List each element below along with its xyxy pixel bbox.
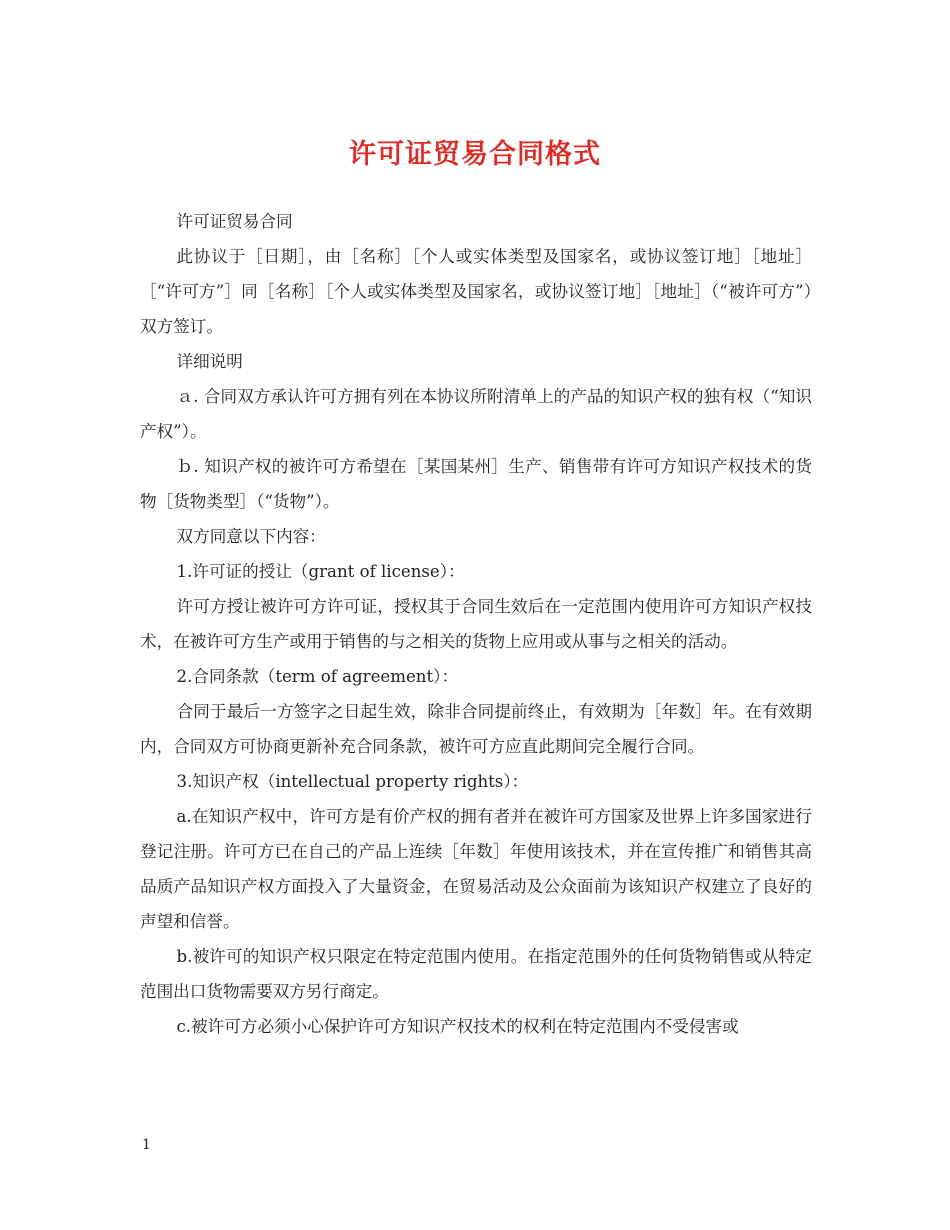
paragraph-agreement-intro: 双方同意以下内容： xyxy=(176,527,326,546)
paragraph-contract-name: 许可证贸易合同 xyxy=(176,212,293,231)
page-number: 1 xyxy=(142,1137,151,1153)
document-body xyxy=(140,204,812,1044)
paragraph-ip-b: b.被许可的知识产权只限定在特定范围内使用。在指定范围外的任何货物销售或从特定范围出口货物需要双方另行商定。 xyxy=(140,947,812,1001)
section-heading-ip: 3.知识产权（intellectual property rights）： xyxy=(176,772,529,791)
paragraph-ip-c: c.被许可方必须小心保护许可方知识产权技术的权利在特定范围内不受侵害或 xyxy=(176,1017,739,1036)
paragraph-term: 合同于最后一方签字之日起生效，除非合同提前终止，有效期为［年数］年。在有效期内，合同双方可协商更新补充合同条款，被许可方应直此期间完全履行合同。 xyxy=(140,702,812,756)
paragraph-details-heading: 详细说明 xyxy=(176,352,243,371)
paragraph-recital-b: ｂ. 知识产权的被许可方希望在［某国某州］生产、销售带有许可方知识产权技术的货物［货物类型］（“货物”）。 xyxy=(140,457,812,511)
paragraph-parties: 此协议于［日期］，由［名称］［个人或实体类型及国家名，或协议签订地］［地址］［“许可方”］同［名称］［个人或实体类型及国家名，或协议签订地］［地址］（“被许可方”）双方签订。 xyxy=(140,247,812,336)
document-title: 许可证贸易合同格式 xyxy=(349,139,601,170)
paragraph-ip-a: a.在知识产权中，许可方是有价产权的拥有者并在被许可方国家及世界上许多国家进行登记注册。许可方已在自己的产品上连续［年数］年使用该技术，并在宣传推广和销售其高品质产品知识产权方面投入了大量资金，在贸易活动及公众面前为该知识产权建立了良好的声望和信誉。 xyxy=(140,807,812,931)
paragraph-grant: 许可方授让被许可方许可证，授权其于合同生效后在一定范围内使用许可方知识产权技术，在被许可方生产或用于销售的与之相关的货物上应用或从事与之相关的活动。 xyxy=(140,597,812,651)
paragraph-recital-a: ａ. 合同双方承认许可方拥有列在本协议所附清单上的产品的知识产权的独有权（“知识产权”）。 xyxy=(140,387,812,441)
section-heading-term: 2.合同条款（term of agreement）： xyxy=(176,667,459,686)
section-heading-grant: 1.许可证的授让（grant of license）： xyxy=(176,562,465,581)
